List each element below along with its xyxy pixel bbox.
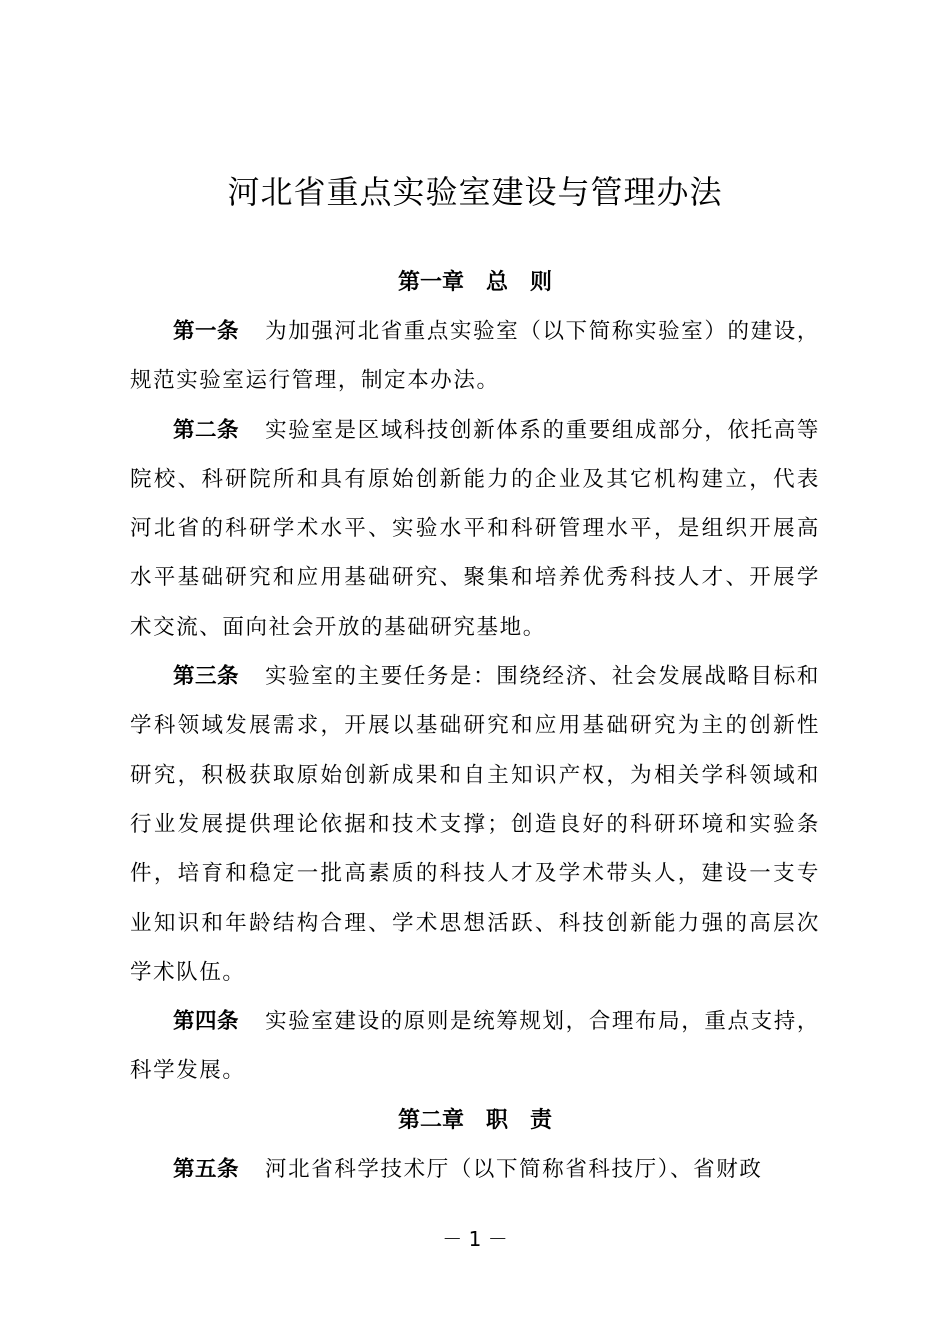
chapter-heading-2: 第二章 职 责 [397,1107,552,1133]
article-text: 河北省科学技术厅（以下简称省科技厅）、省财政 [265,1156,763,1182]
article-label: 第四条 [173,1009,240,1035]
article-5 [130,1145,820,1194]
article-1 [130,307,820,406]
article-3 [130,652,820,997]
article-text: 实验室是区域科技创新体系的重要组成部分，依托高等院校、科研院所和具有原始创新能力的企业及其它机构建立，代表河北省的科研学术水平、实验水平和科研管理水平，是组织开展高水平基础研究和应用基础研究、聚集和培养优秀科技人才、开展学术交流、面向社会开放的基础研究基地。 [130,417,820,640]
article-label: 第五条 [173,1156,240,1182]
article-label: 第三条 [173,664,240,690]
article-label: 第一条 [173,319,240,344]
article-text: 为加强河北省重点实验室（以下简称实验室）的建设，规范实验室运行管理，制定本办法。 [130,319,820,394]
page-number: － 1 － [442,1227,508,1251]
document-body [130,258,820,1194]
chapter-heading-1: 第一章 总 则 [397,270,552,295]
article-2 [130,406,820,652]
article-4 [130,997,820,1096]
article-label: 第二条 [173,417,240,443]
article-text: 实验室的主要任务是：围绕经济、社会发展战略目标和学科领域发展需求，开展以基础研究和应用基础研究为主的创新性研究，积极获取原始创新成果和自主知识产权，为相关学科领域和行业发展提供理论依据和技术支撑；创造良好的科研环境和实验条件，培育和稳定一批高素质的科技人才及学术带头人，建设一支专业知识和年龄结构合理、学术思想活跃、科技创新能力强的高层次学术队伍。 [130,664,820,985]
article-text: 实验室建设的原则是统筹规划，合理布局，重点支持，科学发展。 [130,1009,820,1084]
document-title: 河北省重点实验室建设与管理办法 [227,173,723,212]
